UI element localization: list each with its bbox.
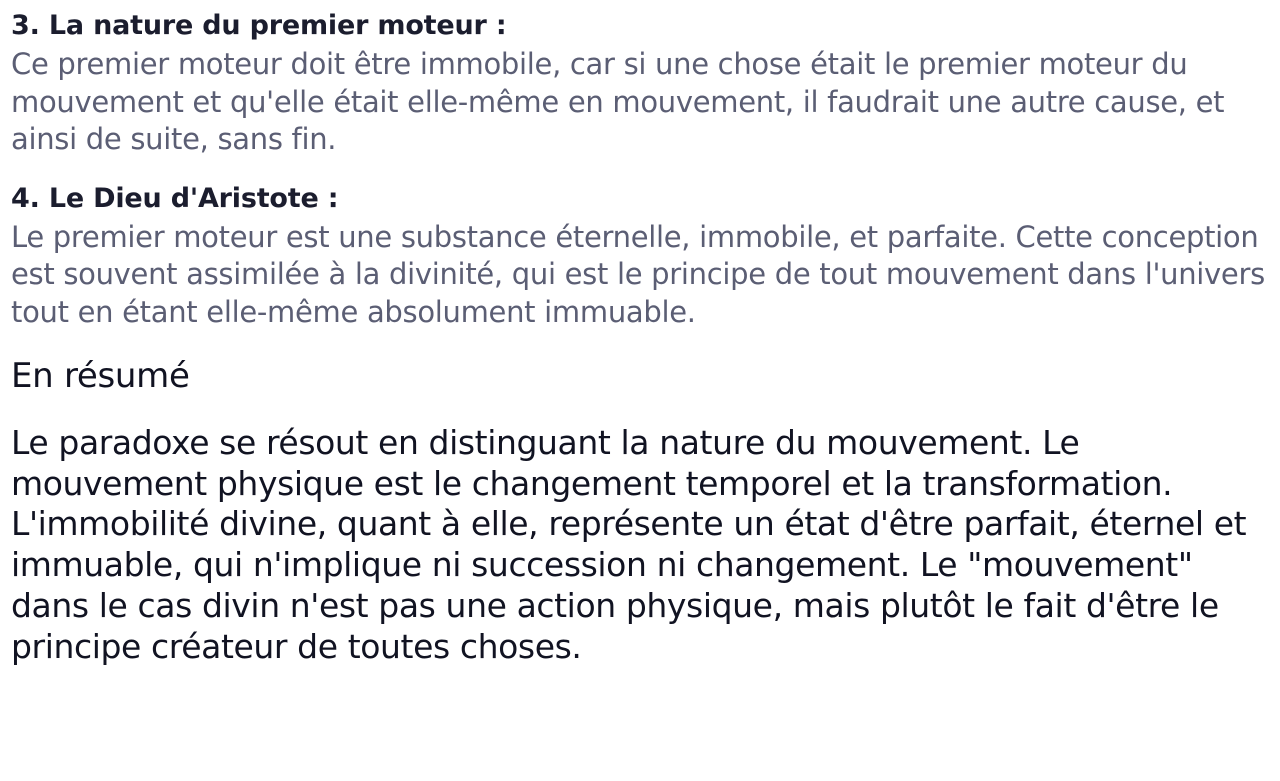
summary-paragraph: Le paradoxe se résout en distinguant la nature du mouvement. Le mouvement physique est le changement temporel et la transformation. L'immobilité divine, quant à elle, représente un état d'être parfait, éternel et immuable, qui n'implique ni succession ni changement. Le "mouvement" dans le cas divin n'est pas une action physique, mais plutôt le fait d'être le principe créateur de toutes choses. [11,423,1247,666]
section-paragraph: Le premier moteur est une substance éternelle, immobile, et parfaite. Cette conception est souvent assimilée à la divinité, qui est le principe de tout mouvement dans l'univers tout en étant elle-même absolument immuable. [11,219,1265,329]
section-paragraph: Ce premier moteur doit être immobile, car si une chose était le premier moteur du mouvement et qu'elle était elle-même en mouvement, il faudrait une autre cause, et ainsi de suite, sans fin. [11,47,1225,156]
section-dieu-aristote [11,179,1266,332]
summary-section [11,349,1266,667]
section-premier-moteur-nature [11,6,1266,159]
summary-heading: En résumé [11,356,190,396]
section-heading: 3. La nature du premier moteur : [11,10,507,41]
document [11,6,1266,667]
section-heading: 4. Le Dieu d'Aristote : [11,182,339,214]
